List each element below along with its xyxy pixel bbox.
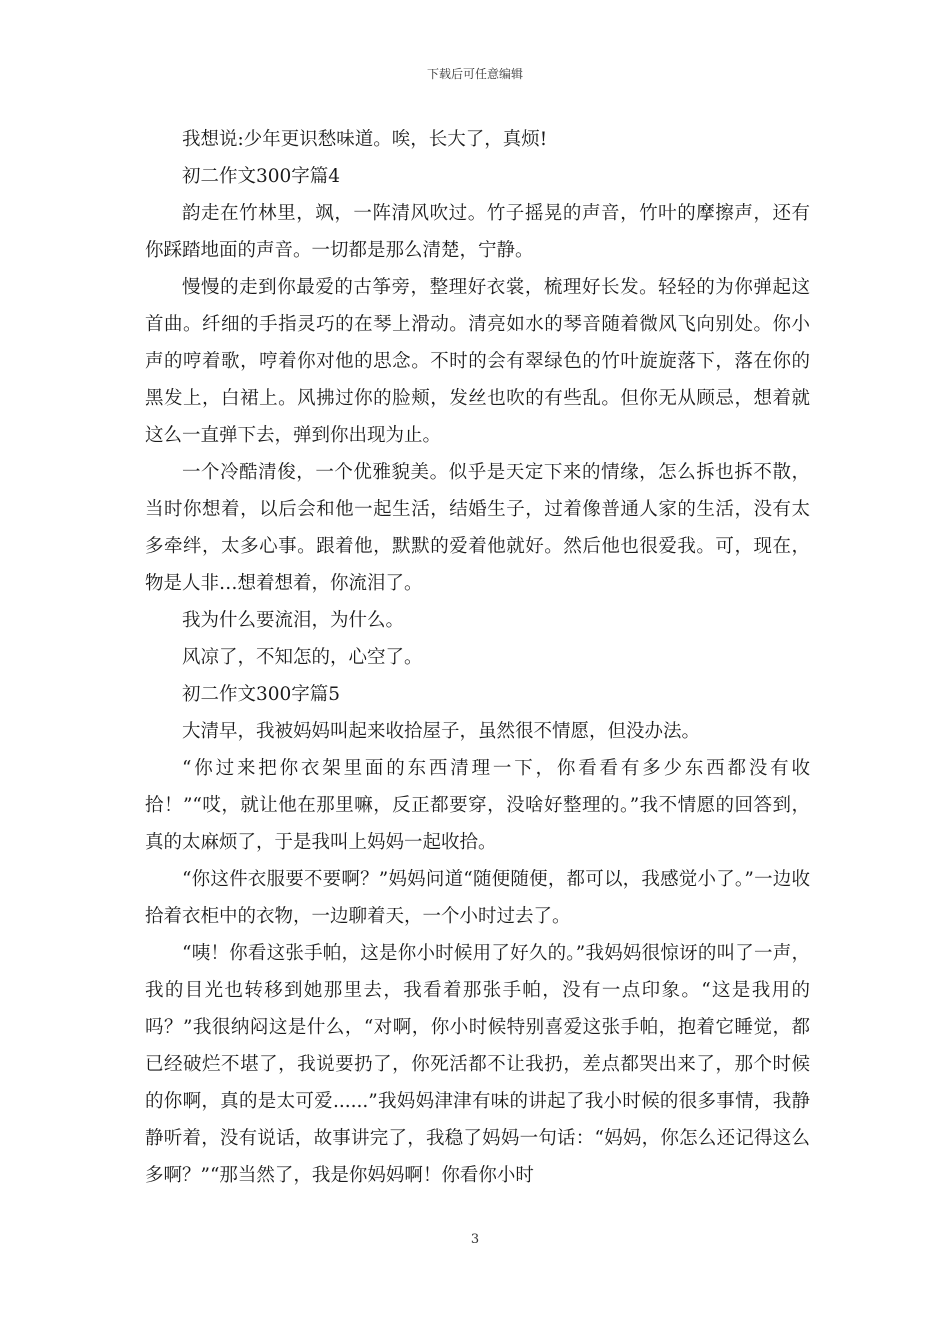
paragraph: 我为什么要流泪，为什么。	[182, 610, 405, 631]
page-header: 下载后可任意编辑	[426, 67, 523, 81]
paragraph: 我想说:少年更识愁味道。唉，长大了，真烦!	[182, 129, 548, 150]
paragraph: 大清早，我被妈妈叫起来收拾屋子，虽然很不情愿，但没办法。	[182, 721, 701, 742]
paragraph: 一个冷酷清俊，一个优雅貌美。似乎是天定下来的情缘，怎么拆也拆不散，当时你想着，以后会和他一起生活，结婚生子，过着像普通人家的生活，没有太多牵绊，太多心事。跟着他，默默的爱着他就好。然后他也很爱我。可，现在，物是人非…想着想着，你流泪了。	[145, 462, 810, 594]
paragraph: 慢慢的走到你最爱的古筝旁，整理好衣裳，梳理好长发。轻轻的为你弹起这首曲。纤细的手指灵巧的在琴上滑动。清亮如水的琴音随着微风飞向别处。你小声的哼着歌，哼着你对他的思念。不时的会有翠绿色的竹叶旋旋落下，落在你的黑发上，白裙上。风拂过你的脸颊，发丝也吹的有些乱。但你无从顾忌，想着就这么一直弹下去，弹到你出现为止。	[145, 277, 810, 446]
paragraph: 风凉了，不知怎的，心空了。	[182, 647, 423, 668]
section-heading: 初二作文300字篇5	[182, 684, 341, 705]
document-body	[145, 121, 810, 1194]
paragraph: “你过来把你衣架里面的东西清理一下，你看看有多少东西都没有收拾！”“哎，就让他在那里嘛，反正都要穿，没啥好整理的。”我不情愿的回答到，真的太麻烦了，于是我叫上妈妈一起收拾。	[145, 758, 810, 853]
paragraph: “咦！你看这张手帕，这是你小时候用了好久的。”我妈妈很惊讶的叫了一声，我的目光也转移到她那里去，我看着那张手帕，没有一点印象。“这是我用的吗？”我很纳闷这是什么，“对啊，你小时候特别喜爱这张手帕，抱着它睡觉，都已经破烂不堪了，我说要扔了，你死活都不让我扔，差点都哭出来了，那个时候的你啊，真的是太可爱......”我妈妈津津有味的讲起了我小时候的很多事情，我静静听着，没有说话，故事讲完了，我稳了妈妈一句话：“妈妈，你怎么还记得这么多啊？”“那当然了，我是你妈妈啊！你看你小时	[145, 943, 810, 1186]
page-number: 3	[470, 1232, 480, 1247]
section-heading: 初二作文300字篇4	[182, 166, 341, 187]
paragraph: 韵走在竹林里，飒，一阵清风吹过。竹子摇晃的声音，竹叶的摩擦声，还有你踩踏地面的声音。一切都是那么清楚，宁静。	[145, 203, 810, 261]
paragraph: “你这件衣服要不要啊？”妈妈问道“随便随便，都可以，我感觉小了。”一边收拾着衣柜中的衣物，一边聊着天，一个小时过去了。	[145, 869, 810, 927]
